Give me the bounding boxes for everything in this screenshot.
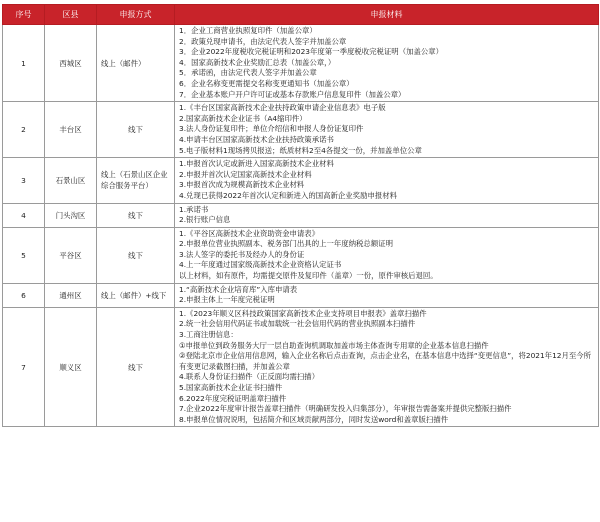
declaration-materials-table [2,4,599,427]
material-item: 2.申报并首次认定国家高新技术企业材料 [179,169,312,179]
material-item: 4.上一年度通过国家级高新技术企业资格认定证书 [179,260,342,270]
material-item: 4.申请丰台区国家高新技术企业扶持政策承诺书 [179,134,334,144]
material-item: 3.法人签字的委托书及经办人的身份证 [179,249,305,259]
row-seq: 1 [3,25,45,102]
row-materials [175,102,599,158]
material-item: 1.《平谷区高新技术企业资助资金申请表》 [179,228,320,238]
row-method: 线下 [97,227,175,283]
row-district: 通州区 [45,283,97,307]
material-item: 1.《丰台区国家高新技术企业扶持政策申请企业信息表》电子版 [179,103,386,113]
material-item: 2．政策兑现申请书，由法定代表人签字并加盖公章 [179,36,347,46]
material-item: 6．企业名称变更需提交名称变更通知书（加盖公章） [179,78,354,88]
header-seq: 序号 [3,5,45,25]
row-materials [175,25,599,102]
row-seq: 3 [3,158,45,203]
table-header-row [3,5,599,25]
material-item: 4.联系人身份证扫描件（正反面均需扫描） [179,372,320,382]
row-method: 线上（邮件） [97,25,175,102]
material-item: 3.法人身份证复印件；单位介绍信和申报人身份证复印件 [179,124,364,134]
material-item: 7.企业2022年度审计报告盖章扫描件（明确研发投入归集部分），年审报告需备案并提供完整版扫描件 [179,404,512,414]
row-seq: 6 [3,283,45,307]
material-item: 3.工商注册信息： [179,330,238,340]
row-method: 线下 [97,307,175,427]
table-row [3,158,599,203]
material-item: 1．企业工商营业执照复印件（加盖公章） [179,26,317,35]
row-seq: 2 [3,102,45,158]
table-row [3,227,599,283]
row-district: 顺义区 [45,307,97,427]
material-item: 2.申报主体上一年度完税证明 [179,295,275,305]
material-item: 5．承诺函，由法定代表人签字并加盖公章 [179,68,317,78]
row-method: 线下 [97,102,175,158]
material-item: 5.电子版材料1现场拷贝报送；纸质材料2至4各提交一份，并加盖单位公章 [179,145,422,155]
row-method: 线上（邮件）+线下 [97,283,175,307]
material-item: 3.申报首次成为规模高新技术企业材料 [179,180,305,190]
row-method: 线下 [97,203,175,227]
row-materials [175,283,599,307]
material-item: 2.统一社会信用代码证书或加载统一社会信用代码的营业执照副本扫描件 [179,319,416,329]
row-materials [175,307,599,427]
material-item: 2.申报单位营业执照副本、税务部门出具的上一年度纳税总额证明 [179,239,393,249]
row-district: 门头沟区 [45,203,97,227]
material-item: 以上材料，如有原件，均需提交原件及复印件（盖章）一份，原件审核后退回。 [179,271,438,281]
row-district: 石景山区 [45,158,97,203]
material-item: 4．国家高新技术企业奖励汇总表（加盖公章，） [179,57,336,67]
material-item: 1.“高新技术企业培育库”入库申请表 [179,284,298,294]
material-item: ①申报单位到政务服务大厅一层自助查询机调取加盖市场主体查询专用章的企业基本信息扫描件 [179,340,489,350]
material-item: 7．企业基本账户开户许可证或基本存款账户信息复印件（加盖公章） [179,89,406,99]
table-row [3,307,599,427]
row-method: 线上（石景山区企业综合服务平台） [97,158,175,203]
table-row [3,203,599,227]
row-district: 西城区 [45,25,97,102]
table-row [3,283,599,307]
row-materials [175,227,599,283]
table-body [3,25,599,427]
row-seq: 5 [3,227,45,283]
material-item: 4.兑现已获得2022年首次认定和新进入的国高新企业奖励申报材料 [179,190,398,200]
material-item: 8.申报单位情况说明，包括简介和区域贡献两部分，同时发送word和盖章版扫描件 [179,414,449,424]
row-materials [175,158,599,203]
row-district: 平谷区 [45,227,97,283]
material-item: 2.国家高新技术企业证书（A4缩印件） [179,113,307,123]
material-item: 3．企业2022年度税收完税证明和2023年度第一季度税收完税证明（加盖公章） [179,47,444,57]
header-district: 区县 [45,5,97,25]
material-item: 6.2022年度完税证明盖章扫描件 [179,393,287,403]
material-item: 2.银行账户信息 [179,215,231,225]
material-item: ②登陆北京市企业信用信息网，输入企业名称后点击查询，点击企业名，在基本信息中选择“变更信息”，将2021年12月至今所有变更记录截图扫描，并加盖公章 [179,351,592,371]
material-item: 1.申报首次认定或新进入国家高新技术企业材料 [179,159,334,169]
row-seq: 4 [3,203,45,227]
material-item: 1.《2023年顺义区科技政策国家高新技术企业支持项目申报表》盖章扫描件 [179,308,427,318]
header-materials: 申报材料 [175,5,599,25]
row-materials [175,203,599,227]
material-item: 5.国家高新技术企业证书扫描件 [179,383,283,392]
row-district: 丰台区 [45,102,97,158]
table-row [3,25,599,102]
material-item: 1.承诺书 [179,204,209,214]
row-seq: 7 [3,307,45,427]
table-row [3,102,599,158]
header-method: 申报方式 [97,5,175,25]
